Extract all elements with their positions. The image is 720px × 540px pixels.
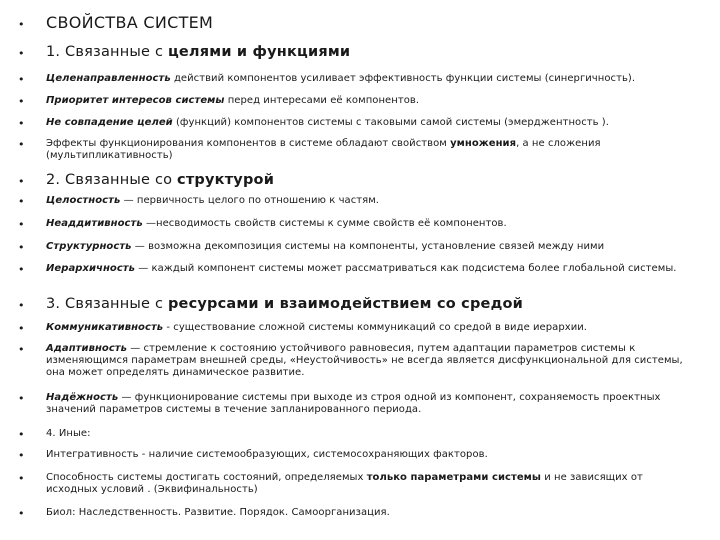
item-rest: —несводимость свойств системы к сумме свойств её компонентов. [142,218,507,229]
item-text [46,218,696,230]
heading-bold: ресурсами и взаимодействием со средой [167,296,524,312]
item-lead: Целенаправленность [46,73,171,84]
bullet: • [18,95,25,108]
bullet: • [18,218,25,231]
bullet: • [18,117,25,130]
item-text [46,73,696,85]
item-text: Интегративность - наличие системообразующих, системосохраняющих факторов. [46,449,488,460]
item-rest: — функционирование системы при выходе из строя одной из компонент, сохраняемость проектных значений параметров системы в течение запланированного периода. [46,392,661,415]
item-text [46,195,696,207]
item-rest: действий компонентов усиливает эффективность функции системы (синергичность). [170,73,636,84]
item-lead: Коммуникативность [46,322,164,333]
item-bold: умножения [450,138,517,149]
item-lead: Иерархичность [46,263,136,274]
bullet: • [18,263,25,276]
bullet: • [18,322,25,335]
bullet: • [18,175,25,188]
heading-prefix: 1. Связанные с [46,44,168,60]
bullet: • [18,47,25,60]
bullet: • [18,18,25,31]
item-lead: Целостность [46,195,121,206]
item-lead: Адаптивность [46,343,128,354]
item-rest: (функций) компонентов системы с таковыми самой системы (эмерджентность ). [172,117,609,128]
heading-bold: целями и функциями [167,44,351,60]
item-lead: Не совпадение целей [46,117,173,128]
item-bold: только параметрами системы [366,472,541,483]
section-heading-text [46,44,696,61]
item-text [46,117,696,129]
item-text [46,343,696,379]
bullet: • [18,472,25,485]
section-heading-text: 4. Иные: [46,428,91,439]
item-text-b: и не зависящих от исходных условий . (Эквифинальность) [46,472,643,495]
item-rest: — возможна декомпозиция системы на компоненты, установление связей между ними [131,241,605,252]
item-lead: Структурность [46,241,132,252]
item-lead: Неаддитивность [46,218,143,229]
item-text [46,263,696,275]
item-text [46,472,696,496]
item-lead: Надёжность [46,392,119,403]
item-text-a: Способность системы достигать состояний, определяемых [46,472,367,483]
item-text [46,392,696,416]
bullet: • [18,299,25,312]
item-text [46,322,696,334]
item-text-a: Эффекты функционирования компонентов в системе обладают свойством [46,138,451,149]
heading-prefix: 3. Связанные с [46,296,168,312]
bullet: • [18,195,25,208]
item-rest: — каждый компонент системы может рассматриваться как подсистема более глобальной системы. [135,263,677,274]
item-rest: — первичность целого по отношению к частям. [120,195,380,206]
bullet: • [18,138,25,151]
heading-bold: структурой [177,172,275,188]
item-rest: — стремление к состоянию устойчивого равновесия, путем адаптации параметров системы к изменяющимся параметрам внешней среды, «Неустойчивость» не всегда является дисфункциональной для системы, она может определять динамическое развитие. [46,343,683,378]
bullet: • [18,507,25,520]
item-rest: - существование сложной системы коммуникаций со средой в виде иерархии. [163,322,588,333]
item-text-b: , а не сложения (мультипликативность) [46,138,601,161]
bullet: • [18,449,25,462]
section-heading-text [46,296,696,313]
item-text [46,138,696,162]
item-lead: Приоритет интересов системы [46,95,225,106]
bullet: • [18,392,25,405]
item-text: Биол: Наследственность. Развитие. Порядок. Самоорганизация. [46,507,390,518]
heading-prefix: 2. Связанные со [46,172,178,188]
bullet: • [18,343,25,356]
section-heading-text [46,172,696,189]
bullet: • [18,241,25,254]
slide-title: СВОЙСТВА СИСТЕМ [46,13,214,32]
item-text [46,241,696,253]
bullet: • [18,428,25,441]
bullet: • [18,73,25,86]
item-rest: перед интересами её компонентов. [224,95,420,106]
item-text [46,95,696,107]
